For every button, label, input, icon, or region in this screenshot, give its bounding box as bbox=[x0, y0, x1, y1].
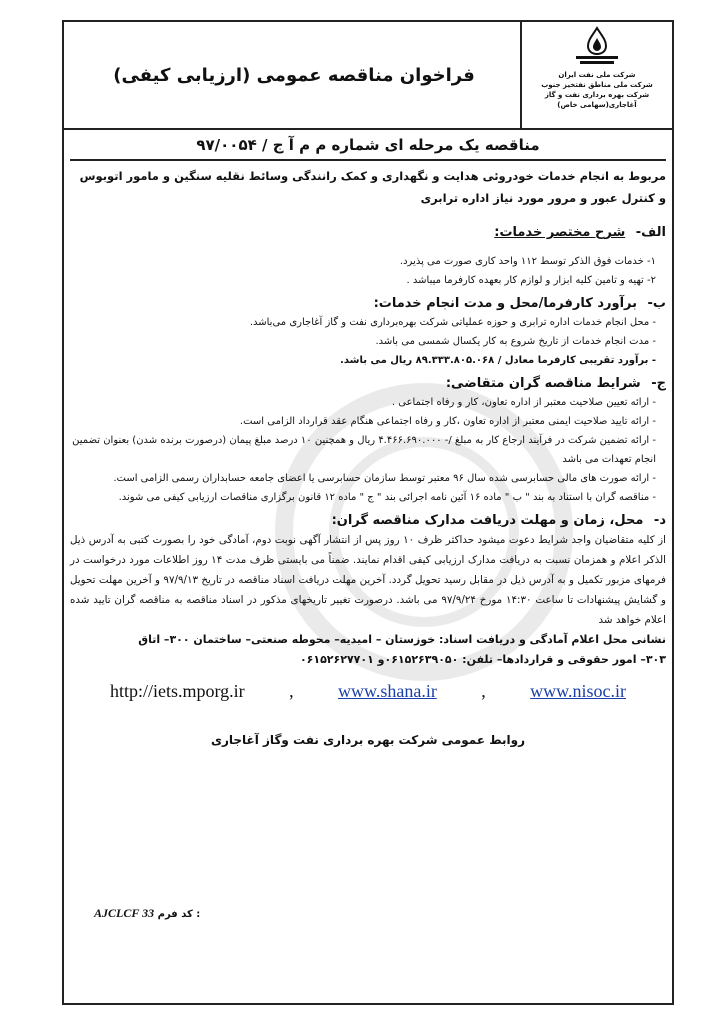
section-a-item: ۲- تهیه و تامین کلیه ابزار و لوازم کار بعهده کارفرما میباشد . bbox=[406, 275, 656, 286]
form-code-label: کد فرم : bbox=[157, 909, 201, 920]
shana-link[interactable]: www.shana.ir bbox=[338, 681, 437, 701]
section-c-item: - ارائه تایید صلاحیت ایمنی معتبر از اداره تعاون ،کار و رفاه اجتماعی هنگام عقد قرارداد الزامی است. bbox=[70, 412, 666, 431]
section-c-label: ج- bbox=[651, 376, 666, 391]
website-links bbox=[70, 670, 666, 701]
section-c-title: شرایط مناقصه گران متقاضی: bbox=[445, 376, 641, 391]
section-c-item: - ارائه تضمین شرکت در فرآیند ارجاع کار به مبلغ /- ۴.۴۶۶.۶۹۰.۰۰۰ ریال و همچنین ۱۰ درصد مبلغ پیمان (درصورت برنده شدن) بعنوان تضمین انجام تعهدات می باشد bbox=[70, 431, 666, 469]
tender-number: مناقصه یک مرحله ای شماره م م آ ج / ۹۷/۰۰۵۴ bbox=[196, 136, 540, 154]
section-b-heading bbox=[70, 294, 666, 313]
tender-subject: مربوط به انجام خدمات خودروئی هدایت و نگهداری و کمک رانندگی وسائط نقلیه سنگین و مامور اتوبوس و کنترل عبور و مرور مورد نیاز اداره ترابری bbox=[79, 169, 666, 205]
section-a-label: الف- bbox=[635, 225, 666, 240]
section-a-item: ۱- خدمات فوق الذکر توسط ۱۱۲ واحد کاری صورت می پذیرد. bbox=[399, 256, 656, 267]
header bbox=[64, 22, 672, 130]
section-d-body: از کلیه متقاضیان واجد شرایط دعوت میشود حداکثر ظرف ۱۰ روز پس از انتشار آگهی نوبت دوم، آمادگی خود را بصورت کتبی به آدرس ذیل الذکر اعلام و همزمان نسبت به دریافت مدارک ارزیابی کیفی اقدام نمایند. ضمناً می بایستی ظرف مدت ۱۴ روز اطلاعات مورد درخواست در فرمهای مزبور تکمیل و به آدرس ذیل در مقابل رسید تحویل گردد. آخرین مهلت دریافت اسناد مناقصه در تاریخ ۹۷/۹/۱۳ و آخرین مهلت تحویل و گشایش پیشنهادات تا ساعت ۱۴:۳۰ مورخ ۹۷/۹/۲۴ می باشد. درصورت تغییر تاریخهای مذکور در اسناد مناقصه به مناقصه گران تایید شده اعلام خواهد شد bbox=[70, 534, 666, 626]
section-d-title: محل، زمان و مهلت دریافت مدارک مناقصه گران: bbox=[331, 513, 644, 528]
nisoc-link[interactable]: www.nisoc.ir bbox=[530, 681, 626, 701]
link-separator: , bbox=[481, 681, 486, 701]
notice-content bbox=[70, 134, 666, 750]
form-code-value: AJCLCF 33 bbox=[94, 906, 155, 920]
contact-address: نشانی محل اعلام آمادگی و دریافت اسناد: خوزستان – امیدیه– محوطه صنعتی– ساختمان ۳۰۰– اتاق bbox=[138, 633, 666, 646]
section-c-item: - مناقصه گران با استناد به بند " ب " ماده ۱۶ آئین نامه اجرائی بند " ج " ماده ۱۲ قانون برگزاری مناقصات ارزیابی کیفی می شوند. bbox=[70, 488, 666, 507]
iets-link[interactable]: http://iets.mporg.ir bbox=[110, 681, 245, 701]
contact-phone: ۳۰۳– امور حقوقی و قراردادها– تلفن: ۰۶۱۵۲۶۳۹۰۵۰و ۰۶۱۵۲۶۲۷۷۰۱ bbox=[299, 653, 666, 666]
logo-line-1: شرکت ملی نفت ایران bbox=[558, 71, 636, 79]
oil-company-logo-icon bbox=[570, 26, 624, 66]
section-c-item: - ارائه تعیین صلاحیت معتبر از اداره تعاون، کار و رفاه اجتماعی . bbox=[70, 393, 666, 412]
public-relations: روابط عمومی شرکت بهره برداری نفت وگاز آغاجاری bbox=[210, 733, 526, 747]
section-d-label: د- bbox=[653, 513, 666, 528]
section-a-heading bbox=[70, 223, 666, 242]
section-b-title: برآورد کارفرما/محل و مدت انجام خدمات: bbox=[373, 296, 637, 311]
section-b-item: - محل انجام خدمات اداره ترابری و حوزه عملیاتی شرکت بهره‌برداری نفت و گاز آغاجاری می‌باشد. bbox=[70, 313, 666, 332]
title-underline bbox=[70, 155, 666, 161]
page-title: فراخوان مناقصه عمومی (ارزیابی کیفی) bbox=[113, 64, 475, 86]
section-b-item: - برآورد تقریبی کارفرما معادل / ۸۹.۳۳۳.۸۰۵.۰۶۸ ریال می باشد. bbox=[70, 351, 666, 370]
link-separator: , bbox=[289, 681, 294, 701]
form-code bbox=[94, 906, 200, 921]
section-b-item: - مدت انجام خدمات از تاریخ شروع به کار یکسال شمسی می باشد. bbox=[70, 332, 666, 351]
notice-frame bbox=[62, 20, 674, 1005]
section-c-item: - ارائه صورت های مالی حسابرسی شده سال ۹۶ معتبر توسط سازمان حسابرسی یا اعضای جامعه حسابداران رسمی الزامی است. bbox=[70, 469, 666, 488]
section-b-label: ب- bbox=[647, 296, 666, 311]
logo-line-2: شرکت ملی مناطق نفتخیز جنوب bbox=[541, 81, 653, 89]
section-d-heading bbox=[70, 511, 666, 530]
logo-line-3: شرکت بهره برداری نفت و گاز آغاجاری(سهامی خاص) bbox=[544, 91, 650, 109]
section-c-heading bbox=[70, 374, 666, 393]
section-a-title: شرح مختصر خدمات: bbox=[494, 225, 626, 240]
company-logo bbox=[522, 22, 672, 128]
